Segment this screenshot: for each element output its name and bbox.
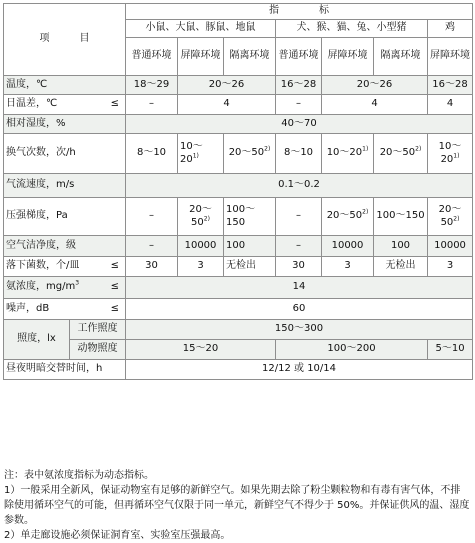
header-group-rodents: 小鼠、大鼠、豚鼠、地鼠 bbox=[126, 20, 276, 38]
cell: 100～150 bbox=[374, 198, 428, 236]
row-bacteria bbox=[4, 257, 473, 277]
cell: 16～28 bbox=[428, 76, 473, 95]
footnote-ref: 1) bbox=[192, 152, 199, 160]
notes bbox=[4, 468, 470, 543]
cell: 100～200 bbox=[276, 340, 428, 360]
header-group-mammals: 犬、猴、猫、兔、小型猪 bbox=[276, 20, 428, 38]
row-airflow bbox=[4, 174, 473, 198]
row-cleanliness bbox=[4, 236, 473, 257]
footnote-ref: 2) bbox=[203, 215, 210, 223]
cell: 18～29 bbox=[126, 76, 178, 95]
cell: 4 bbox=[428, 95, 473, 115]
note-2: 2）单走廊设施必须保证洞育室、实验室压强最高。 bbox=[4, 530, 231, 541]
row-label bbox=[4, 299, 126, 320]
footnote-ref: 1) bbox=[362, 145, 369, 153]
cell: 150～300 bbox=[126, 320, 473, 340]
cell: 40～70 bbox=[126, 115, 473, 134]
cell: 14 bbox=[126, 277, 473, 299]
label-text: 氨浓度，mg/m bbox=[6, 281, 76, 293]
row-air-changes bbox=[4, 134, 473, 174]
cell: 3 bbox=[178, 257, 224, 277]
row-temperature bbox=[4, 76, 473, 95]
cell: 3 bbox=[322, 257, 374, 277]
row-ammonia bbox=[4, 277, 473, 299]
row-illuminance-animal bbox=[4, 340, 473, 360]
footnote-ref: 2) bbox=[362, 208, 369, 216]
cell: 12/12 或 10/14 bbox=[126, 360, 473, 380]
note-1: 1）一般采用全新风，保证动物室有足够的新鲜空气。如果先期去除了粉尘颗粒物和有毒有害气体，不排除使用循环空气的可能，但再循环空气仅限于同一单元，新鲜空气不得少于 50%。并保证供风的温、湿度参数。 bbox=[4, 485, 470, 526]
row-label: 空气洁净度，级 bbox=[4, 236, 126, 257]
cell: 15～20 bbox=[126, 340, 276, 360]
footnote-ref: 2) bbox=[415, 145, 422, 153]
le-sign: ≤ bbox=[110, 302, 119, 314]
row-label bbox=[4, 277, 126, 299]
env-isolation-1: 隔离环境 bbox=[224, 38, 276, 76]
footnote-ref: 1) bbox=[453, 152, 460, 160]
cell: 20～50$^{2)}$ bbox=[322, 198, 374, 236]
row-label: 气流速度，m/s bbox=[4, 174, 126, 198]
sub-label: 动物照度 bbox=[70, 340, 126, 360]
cell: 100 bbox=[374, 236, 428, 257]
cell: 10000 bbox=[178, 236, 224, 257]
cell: 60 bbox=[126, 299, 473, 320]
cell: 5～10 bbox=[428, 340, 473, 360]
cell: – bbox=[126, 236, 178, 257]
lab-animal-environment-table bbox=[3, 3, 473, 380]
cell: – bbox=[276, 198, 322, 236]
header-row-indicator bbox=[4, 4, 473, 20]
row-humidity bbox=[4, 115, 473, 134]
cell: 10～20$^{1)}$ bbox=[322, 134, 374, 174]
env-barrier-1: 屏障环境 bbox=[178, 38, 224, 76]
cell: 无检出 bbox=[374, 257, 428, 277]
row-illuminance-work bbox=[4, 320, 473, 340]
footnote-ref: 2) bbox=[264, 145, 271, 153]
row-pressure bbox=[4, 198, 473, 236]
row-label: 相对湿度，% bbox=[4, 115, 126, 134]
cell: 20～26 bbox=[178, 76, 276, 95]
row-daily-temp-diff bbox=[4, 95, 473, 115]
sub-label: 工作照度 bbox=[70, 320, 126, 340]
row-label: 换气次数，次/h bbox=[4, 134, 126, 174]
cell: – bbox=[126, 95, 178, 115]
cell: 20～50$^{2)}$ bbox=[224, 134, 276, 174]
row-label: 照度，lx bbox=[4, 320, 70, 360]
cell: – bbox=[276, 236, 322, 257]
footnote-ref: 2) bbox=[453, 215, 460, 223]
cell: 20～50$^{2)}$ bbox=[374, 134, 428, 174]
cell: 无检出 bbox=[224, 257, 276, 277]
note-main: 注：表中氨浓度指标为动态指标。 bbox=[4, 470, 154, 481]
row-label bbox=[4, 95, 126, 115]
le-sign: ≤ bbox=[110, 98, 119, 110]
env-isolation-2: 隔离环境 bbox=[374, 38, 428, 76]
cell: 20～26 bbox=[322, 76, 428, 95]
row-label: 昼夜明暗交替时间，h bbox=[4, 360, 126, 380]
env-barrier-chicken: 屏障环境 bbox=[428, 38, 473, 76]
label-text: 噪声，dB bbox=[6, 302, 50, 314]
header-indicator: 指 标 bbox=[126, 4, 473, 20]
cell: 0.1～0.2 bbox=[126, 174, 473, 198]
env-normal-1: 普通环境 bbox=[126, 38, 178, 76]
cell: – bbox=[126, 198, 178, 236]
cell: 30 bbox=[276, 257, 322, 277]
cell: 4 bbox=[322, 95, 428, 115]
unit-exponent: 3 bbox=[75, 279, 80, 287]
cell: 30 bbox=[126, 257, 178, 277]
cell: 4 bbox=[178, 95, 276, 115]
le-sign: ≤ bbox=[110, 260, 119, 272]
cell: 8～10 bbox=[126, 134, 178, 174]
cell: 100～150 bbox=[224, 198, 276, 236]
cell: 10～20$^{1)}$ bbox=[178, 134, 224, 174]
le-sign: ≤ bbox=[110, 281, 119, 293]
env-normal-2: 普通环境 bbox=[276, 38, 322, 76]
header-group-chicken: 鸡 bbox=[428, 20, 473, 38]
cell: 16～28 bbox=[276, 76, 322, 95]
label-text: 日温差，℃ bbox=[6, 98, 58, 110]
cell: 20～50$^{2)}$ bbox=[178, 198, 224, 236]
cell: 10000 bbox=[322, 236, 374, 257]
row-label: 温度，℃ bbox=[4, 76, 126, 95]
row-noise bbox=[4, 299, 473, 320]
env-barrier-2: 屏障环境 bbox=[322, 38, 374, 76]
cell: 100 bbox=[224, 236, 276, 257]
row-label: 压强梯度，Pa bbox=[4, 198, 126, 236]
row-daynight bbox=[4, 360, 473, 380]
label-text: 落下菌数，个/皿 bbox=[6, 260, 80, 272]
cell: 10～20$^{1)}$ bbox=[428, 134, 473, 174]
header-item: 项 目 bbox=[4, 4, 126, 76]
row-label bbox=[4, 257, 126, 277]
cell: 3 bbox=[428, 257, 473, 277]
cell: 20～50$^{2)}$ bbox=[428, 198, 473, 236]
cell: – bbox=[276, 95, 322, 115]
cell: 10000 bbox=[428, 236, 473, 257]
cell: 8～10 bbox=[276, 134, 322, 174]
